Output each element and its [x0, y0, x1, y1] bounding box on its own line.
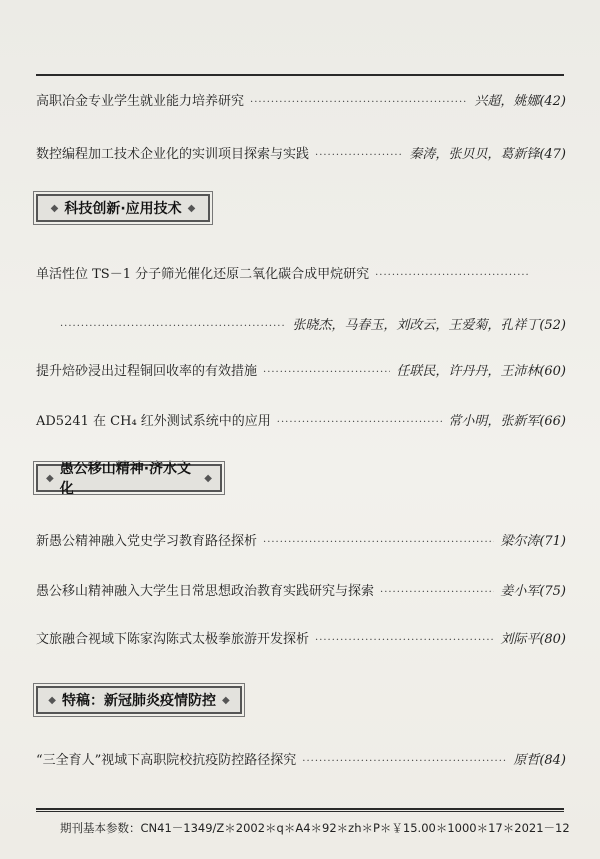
- dot-leader: [263, 537, 494, 548]
- dot-leader: [315, 150, 403, 161]
- section-header: [36, 193, 210, 223]
- ornament-icon: ◆: [222, 694, 230, 706]
- entry-title: 愚公移山精神融入大学生日常思想政治教育实践研究与探索: [36, 584, 375, 599]
- entry-title: 文旅融合视域下陈家沟陈式太极拳旅游开发探析: [36, 632, 310, 647]
- entry-author: 原哲(84): [513, 753, 566, 768]
- entry-author: 常小明，张新军(66): [448, 414, 566, 429]
- entry-author: 秦涛，张贝贝，葛新锋(47): [409, 147, 566, 162]
- entry-title: 新愚公精神融入党史学习教育路径探析: [36, 534, 258, 549]
- toc-entry[interactable]: [36, 410, 566, 430]
- ornament-icon: ◆: [46, 472, 54, 484]
- toc-entry[interactable]: [36, 580, 566, 600]
- toc-entry-continuation[interactable]: [60, 314, 566, 334]
- dot-leader: [315, 635, 494, 646]
- toc-entry[interactable]: [36, 90, 566, 110]
- ornament-icon: ◆: [204, 472, 212, 484]
- toc-entry[interactable]: [36, 143, 566, 163]
- dot-leader: [380, 587, 494, 598]
- section-label: 特稿：新冠肺炎疫情防控: [62, 693, 216, 709]
- journal-parameters: 期刊基本参数：CN41－1349/Z＊2002＊q＊A4＊92＊zh＊P＊￥15.00＊1000＊17＊2021－12: [60, 821, 570, 835]
- entry-title: 数控编程加工技术企业化的实训项目探索与实践: [36, 147, 310, 162]
- bottom-rule-thin: [36, 811, 564, 812]
- entry-author: 刘际平(80): [500, 632, 566, 647]
- entry-author: 姜小军(75): [500, 584, 566, 599]
- section-frame: [36, 194, 210, 222]
- dot-leader: [277, 417, 443, 428]
- toc-entry[interactable]: [36, 530, 566, 550]
- entry-title: 单活性位 TS－1 分子筛光催化还原二氧化碳合成甲烷研究: [36, 267, 370, 282]
- dot-leader: [250, 97, 468, 108]
- section-frame: [36, 461, 222, 497]
- top-rule: [36, 74, 564, 76]
- dot-leader: [263, 367, 390, 378]
- entry-author: 梁尔涛(71): [500, 534, 566, 549]
- section-header: [36, 461, 222, 497]
- entry-author: 张晓杰，马春玉，刘改云，王爱菊，孔祥丁(52): [292, 318, 566, 333]
- entry-title: 高职冶金专业学生就业能力培养研究: [36, 94, 245, 109]
- dot-leader: [375, 270, 530, 281]
- dot-leader: [302, 756, 507, 767]
- ornament-icon: ◆: [187, 202, 196, 214]
- ornament-icon: ◆: [48, 694, 56, 706]
- entry-author: 任联民，许丹丹，王沛林(60): [396, 364, 566, 379]
- ornament-icon: ◆: [50, 202, 59, 214]
- entry-title: 提升焙砂浸出过程铜回收率的有效措施: [36, 364, 258, 379]
- toc-entry[interactable]: [36, 628, 566, 648]
- entry-title: “三全育人”视域下高职院校抗疫防控路径探究: [36, 753, 297, 768]
- toc-entry[interactable]: [36, 263, 566, 283]
- section-header: [36, 685, 242, 715]
- entry-title: AD5241 在 CH₄ 红外测试系统中的应用: [36, 414, 271, 429]
- section-frame: [36, 686, 242, 714]
- toc-entry[interactable]: [36, 749, 566, 769]
- entry-author: 兴超，姚娜(42): [474, 94, 566, 109]
- toc-entry[interactable]: [36, 360, 566, 380]
- dot-leader: [60, 321, 286, 332]
- section-label: 愚公移山精神·济水文化: [59, 461, 192, 497]
- bottom-rule: [36, 808, 564, 810]
- section-label: 科技创新·应用技术: [64, 201, 182, 217]
